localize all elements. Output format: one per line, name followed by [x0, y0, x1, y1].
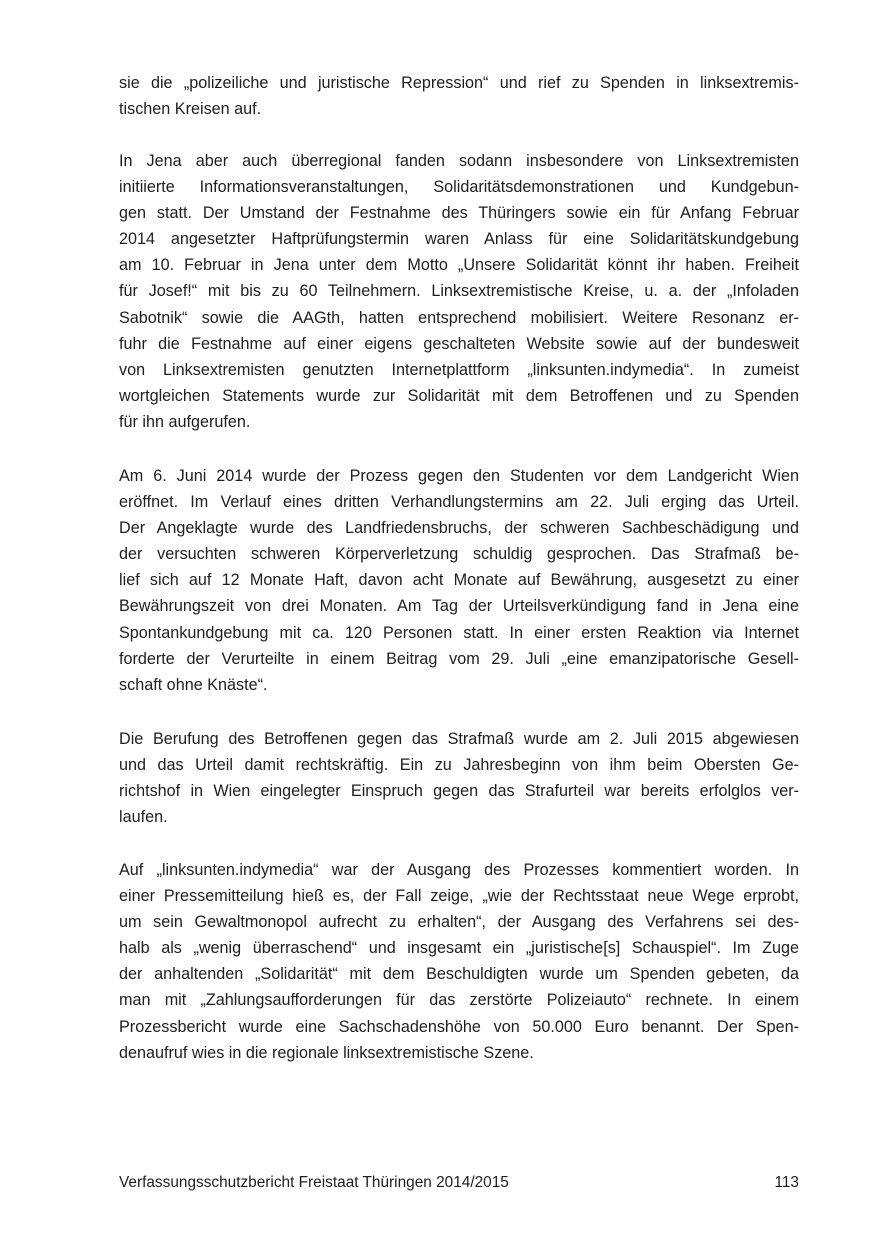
text-line: laufen. — [119, 808, 168, 827]
text-line: am 10. Februar in Jena unter dem Motto „Unsere Solidarität könnt ihr haben. Freiheit — [119, 256, 799, 275]
text-line: Spontankundgebung mit ca. 120 Personen statt. In einer ersten Reaktion via Internet — [119, 623, 799, 642]
text-line: einer Pressemitteilung hieß es, der Fall zeige, „wie der Rechtsstaat neue Wege erprobt, — [119, 887, 799, 906]
page-footer — [119, 1171, 799, 1195]
footer-title: Verfassungsschutzbericht Freistaat Thüringen 2014/2015 — [119, 1174, 509, 1191]
text-line: tischen Kreisen auf. — [119, 100, 262, 119]
text-line: initiierte Informationsveranstaltungen, Solidaritätsdemonstrationen und Kundgebun- — [119, 178, 799, 197]
text-line: Bewährungszeit von drei Monaten. Am Tag der Urteilsverkündigung fand in Jena eine — [119, 597, 799, 616]
paragraph-5 — [119, 857, 799, 1066]
text-line: der anhaltenden „Solidarität“ mit dem Beschuldigten wurde um Spenden gebeten, da — [119, 965, 799, 984]
text-line: von Linksextremisten genutzten Internetplattform „linksunten.indymedia“. In zumeist — [119, 360, 799, 379]
text-line: gen statt. Der Umstand der Festnahme des Thüringers sowie ein für Anfang Februar — [119, 204, 799, 223]
page-number: 113 — [774, 1174, 799, 1191]
text-line: wortgleichen Statements wurde zur Solidarität mit dem Betroffenen und zu Spenden — [119, 386, 799, 405]
text-line: Sabotnik“ sowie die AAGth, hatten entsprechend mobilisiert. Weitere Resonanz er- — [119, 308, 799, 327]
text-line: man mit „Zahlungsaufforderungen für das zerstörte Polizeiauto“ rechnete. In einem — [119, 991, 799, 1010]
text-line: Auf „linksunten.indymedia“ war der Ausgang des Prozesses kommentiert worden. In — [119, 861, 799, 879]
text-line: In Jena aber auch überregional fanden sodann insbesondere von Linksextremisten — [119, 152, 799, 170]
paragraph-1 — [119, 70, 799, 122]
text-line: denaufruf wies in die regionale linksextremistische Szene. — [119, 1043, 534, 1062]
paragraph-2 — [119, 148, 799, 435]
text-line: für ihn aufgerufen. — [119, 412, 251, 431]
text-line: Am 6. Juni 2014 wurde der Prozess gegen den Studenten vor dem Landgericht Wien — [119, 467, 799, 485]
text-line: Die Berufung des Betroffenen gegen das Strafmaß wurde am 2. Juli 2015 abgewiesen — [119, 730, 799, 748]
text-line: 2014 angesetzter Haftprüfungstermin waren Anlass für eine Solidaritätskundgebung — [119, 230, 799, 249]
paragraph-3 — [119, 463, 799, 698]
text-line: Prozessbericht wurde eine Sachschadenshöhe von 50.000 Euro benannt. Der Spen- — [119, 1017, 799, 1036]
text-line: richtshof in Wien eingelegter Einspruch gegen das Strafurteil war bereits erfolglos ver- — [119, 782, 799, 801]
text-line: forderte der Verurteilte in einem Beitrag vom 29. Juli „eine emanzipatorische Gesell- — [119, 649, 799, 668]
text-line: der versuchten schweren Körperverletzung schuldig gesprochen. Das Strafmaß be- — [119, 545, 799, 564]
paragraph-4 — [119, 726, 799, 830]
text-line: fuhr die Festnahme auf einer eigens geschalteten Website sowie auf der bundesweit — [119, 334, 799, 353]
text-line: halb als „wenig überraschend“ und insgesamt ein „juristische[s] Schauspiel“. Im Zuge — [119, 939, 799, 958]
text-line: und das Urteil damit rechtskräftig. Ein zu Jahresbeginn von ihm beim Obersten Ge- — [119, 756, 799, 775]
text-line: schaft ohne Knäste“. — [119, 675, 268, 694]
text-line: sie die „polizeiliche und juristische Repression“ und rief zu Spenden in linksextremis- — [119, 74, 799, 92]
text-line: eröffnet. Im Verlauf eines dritten Verhandlungstermins am 22. Juli erging das Urteil. — [119, 493, 799, 512]
text-line: Der Angeklagte wurde des Landfriedensbruchs, der schweren Sachbeschädigung und — [119, 519, 799, 538]
text-line: um sein Gewaltmonopol aufrecht zu erhalten“, der Ausgang des Verfahrens sei des- — [119, 913, 799, 932]
text-line: für Josef!“ mit bis zu 60 Teilnehmern. Linksextremistische Kreise, u. a. der „Infoladen — [119, 282, 799, 301]
text-line: lief sich auf 12 Monate Haft, davon acht Monate auf Bewährung, ausgesetzt zu einer — [119, 571, 799, 590]
